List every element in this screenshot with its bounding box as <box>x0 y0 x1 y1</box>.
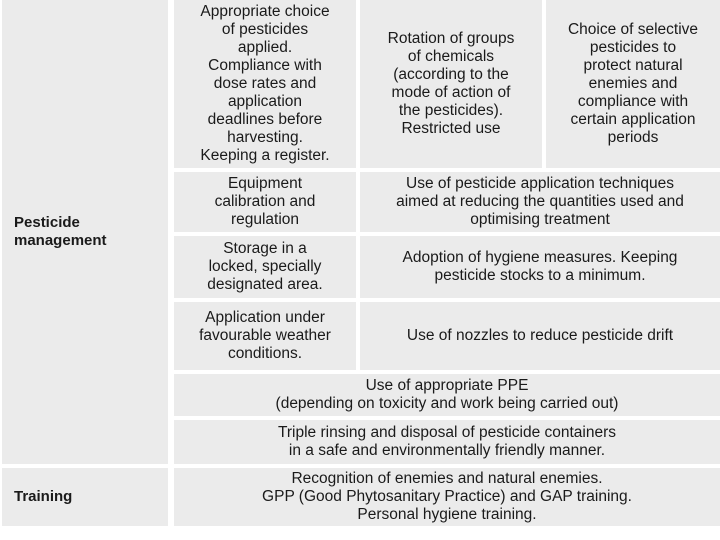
cell-line: aimed at reducing the quantities used and <box>396 193 684 210</box>
row-header-label: Training <box>14 488 73 505</box>
cell-line: Restricted use <box>401 120 501 137</box>
cell-nozzles <box>360 302 720 370</box>
cell-line: optimising treatment <box>470 211 610 228</box>
cell-line: applied. <box>237 39 293 56</box>
cell-appropriate-choice <box>174 0 356 168</box>
cell-equipment <box>174 172 356 232</box>
cell-line: compliance with <box>577 93 689 110</box>
cell-line: of pesticides <box>221 21 309 38</box>
cell-line: pesticides to <box>589 39 677 56</box>
cell-line: Rotation of groups <box>387 30 515 47</box>
cell-selective <box>546 0 720 168</box>
cell-line: designated area. <box>207 276 323 293</box>
cell-rotation <box>360 0 542 168</box>
cell-ppe <box>174 374 720 416</box>
cell-line: Use of pesticide application techniques <box>406 175 674 192</box>
cell-line: pesticide stocks to a minimum. <box>434 267 646 284</box>
cell-line: Choice of selective <box>567 21 699 38</box>
cell-line: calibration and <box>214 193 316 210</box>
cell-hygiene <box>360 236 720 298</box>
cell-training <box>174 468 720 526</box>
row-header-training <box>2 468 168 526</box>
row-header-line: Pesticide <box>14 214 80 231</box>
cell-line: deadlines before <box>207 111 323 128</box>
cell-line: (depending on toxicity and work being carried out) <box>275 395 619 412</box>
cell-line: Keeping a register. <box>200 147 330 164</box>
cell-line: Use of appropriate PPE <box>365 377 529 394</box>
cell-line: favourable weather <box>199 327 331 344</box>
cell-line: Storage in a <box>223 240 307 257</box>
cell-line: Adoption of hygiene measures. Keeping <box>402 249 678 266</box>
cell-line: enemies and <box>588 75 678 92</box>
cell-line: Compliance with <box>208 57 322 74</box>
cell-storage <box>174 236 356 298</box>
cell-line: (according to the <box>393 66 509 83</box>
cell-weather <box>174 302 356 370</box>
cell-line: of chemicals <box>407 48 495 65</box>
cell-line: conditions. <box>227 345 303 362</box>
cell-line: the pesticides). <box>398 102 504 119</box>
cell-line: Equipment <box>227 175 303 192</box>
cell-line: Use of nozzles to reduce pesticide drift <box>406 327 674 344</box>
cell-line: Recognition of enemies and natural enemies. <box>291 470 603 487</box>
cell-rinsing <box>174 420 720 464</box>
cell-line: Personal hygiene training. <box>357 506 537 523</box>
row-header-pesticide-management <box>2 0 168 464</box>
cell-line: dose rates and <box>213 75 317 92</box>
cell-line: certain application <box>570 111 696 128</box>
cell-line: harvesting. <box>227 129 303 146</box>
cell-line: locked, specially <box>208 258 322 275</box>
cell-line: Triple rinsing and disposal of pesticide containers <box>277 424 617 441</box>
cell-line: GPP (Good Phytosanitary Practice) and GAP training. <box>262 488 632 505</box>
cell-line: regulation <box>230 211 300 228</box>
cell-line: Application under <box>205 309 325 326</box>
cell-line: mode of action of <box>391 84 511 101</box>
cell-line: application <box>227 93 303 110</box>
cell-techniques <box>360 172 720 232</box>
cell-line: periods <box>607 129 659 146</box>
row-header-line: management <box>14 232 107 249</box>
cell-line: Appropriate choice <box>200 3 330 20</box>
cell-line: in a safe and environmentally friendly manner. <box>288 442 606 459</box>
cell-line: protect natural <box>583 57 683 74</box>
